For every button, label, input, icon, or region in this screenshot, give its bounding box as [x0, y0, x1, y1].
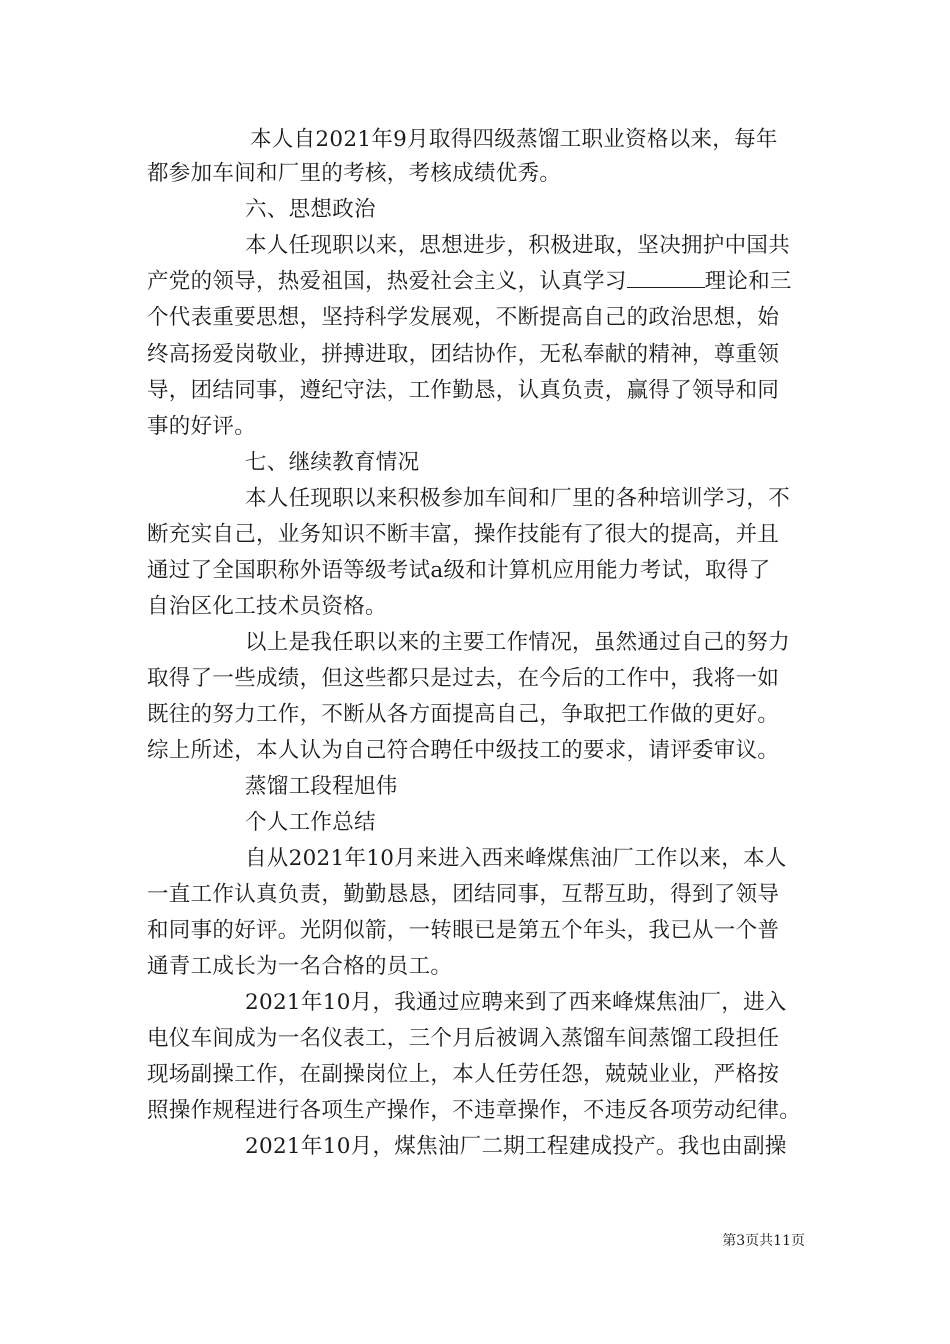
- paragraph-text: 理论和三: [704, 269, 792, 294]
- page-number-footer: 第3页共11页: [722, 1233, 805, 1249]
- paragraph-line: 电仪车间成为一名仪表工，三个月后被调入蒸馏车间蒸馏工段担任: [147, 1026, 780, 1051]
- section-heading: 七、继续教育情况: [245, 450, 420, 475]
- paragraph-line: 终高扬爱岗敬业，拼搏进取，团结协作，无私奉献的精神，尊重领: [147, 342, 780, 367]
- paragraph-line: 个代表重要思想，坚持科学发展观，不断提高自己的政治思想，始: [147, 305, 780, 330]
- paragraph-line-with-blank: [147, 267, 792, 297]
- paragraph-line: 一直工作认真负责，勤勤恳恳，团结同事，互帮互助，得到了领导: [147, 882, 780, 907]
- paragraph-line: 现场副操工作，在副操岗位上，本人任劳任怨，兢兢业业，严格按: [147, 1062, 780, 1087]
- section-title: 个人工作总结: [245, 810, 376, 835]
- paragraph-line: 2021年10月，我通过应聘来到了西来峰煤焦油厂，进入: [245, 990, 787, 1015]
- paragraph-line: 本人自2021年9月取得四级蒸馏工职业资格以来，每年: [250, 127, 778, 152]
- paragraph-line: 和同事的好评。光阴似箭，一转眼已是第五个年头，我已从一个普: [147, 918, 780, 943]
- author-line: 蒸馏工段程旭伟: [245, 774, 398, 799]
- paragraph-line: 都参加车间和厂里的考核，考核成绩优秀。: [147, 161, 562, 186]
- paragraph-line: 事的好评。: [147, 414, 257, 439]
- paragraph-line: 本人任现职以来，思想进步，积极进取，坚决拥护中国共: [245, 233, 791, 258]
- paragraph-line: 综上所述，本人认为自己符合聘任中级技工的要求，请评委审议。: [147, 738, 780, 763]
- paragraph-line: 断充实自己，业务知识不断丰富，操作技能有了很大的提高，并且: [147, 522, 780, 547]
- paragraph-line: 自治区化工技术员资格。: [147, 594, 387, 619]
- section-heading: 六、思想政治: [245, 197, 376, 222]
- paragraph-line: 2021年10月，煤焦油厂二期工程建成投产。我也由副操: [245, 1134, 787, 1159]
- paragraph-line: 导，团结同事，遵纪守法，工作勤恳，认真负责，赢得了领导和同: [147, 378, 780, 403]
- paragraph-line: 取得了一些成绩，但这些都只是过去，在今后的工作中，我将一如: [147, 666, 780, 691]
- paragraph-text: 产党的领导，热爱祖国，热爱社会主义，认真学习: [147, 269, 627, 294]
- paragraph-line: 自从2021年10月来进入西来峰煤焦油厂工作以来，本人: [245, 846, 787, 871]
- paragraph-line: 以上是我任职以来的主要工作情况，虽然通过自己的努力: [245, 630, 791, 655]
- paragraph-line: 通青工成长为一名合格的员工。: [147, 954, 453, 979]
- fill-in-blank: [627, 267, 705, 288]
- paragraph-line: 本人任现职以来积极参加车间和厂里的各种培训学习，不: [245, 486, 791, 511]
- paragraph-line: 照操作规程进行各项生产操作，不违章操作，不违反各项劳动纪律。: [147, 1098, 802, 1123]
- paragraph-line: 既往的努力工作，不断从各方面提高自己，争取把工作做的更好。: [147, 702, 780, 727]
- paragraph-line: 通过了全国职称外语等级考试a级和计算机应用能力考试，取得了: [147, 558, 771, 583]
